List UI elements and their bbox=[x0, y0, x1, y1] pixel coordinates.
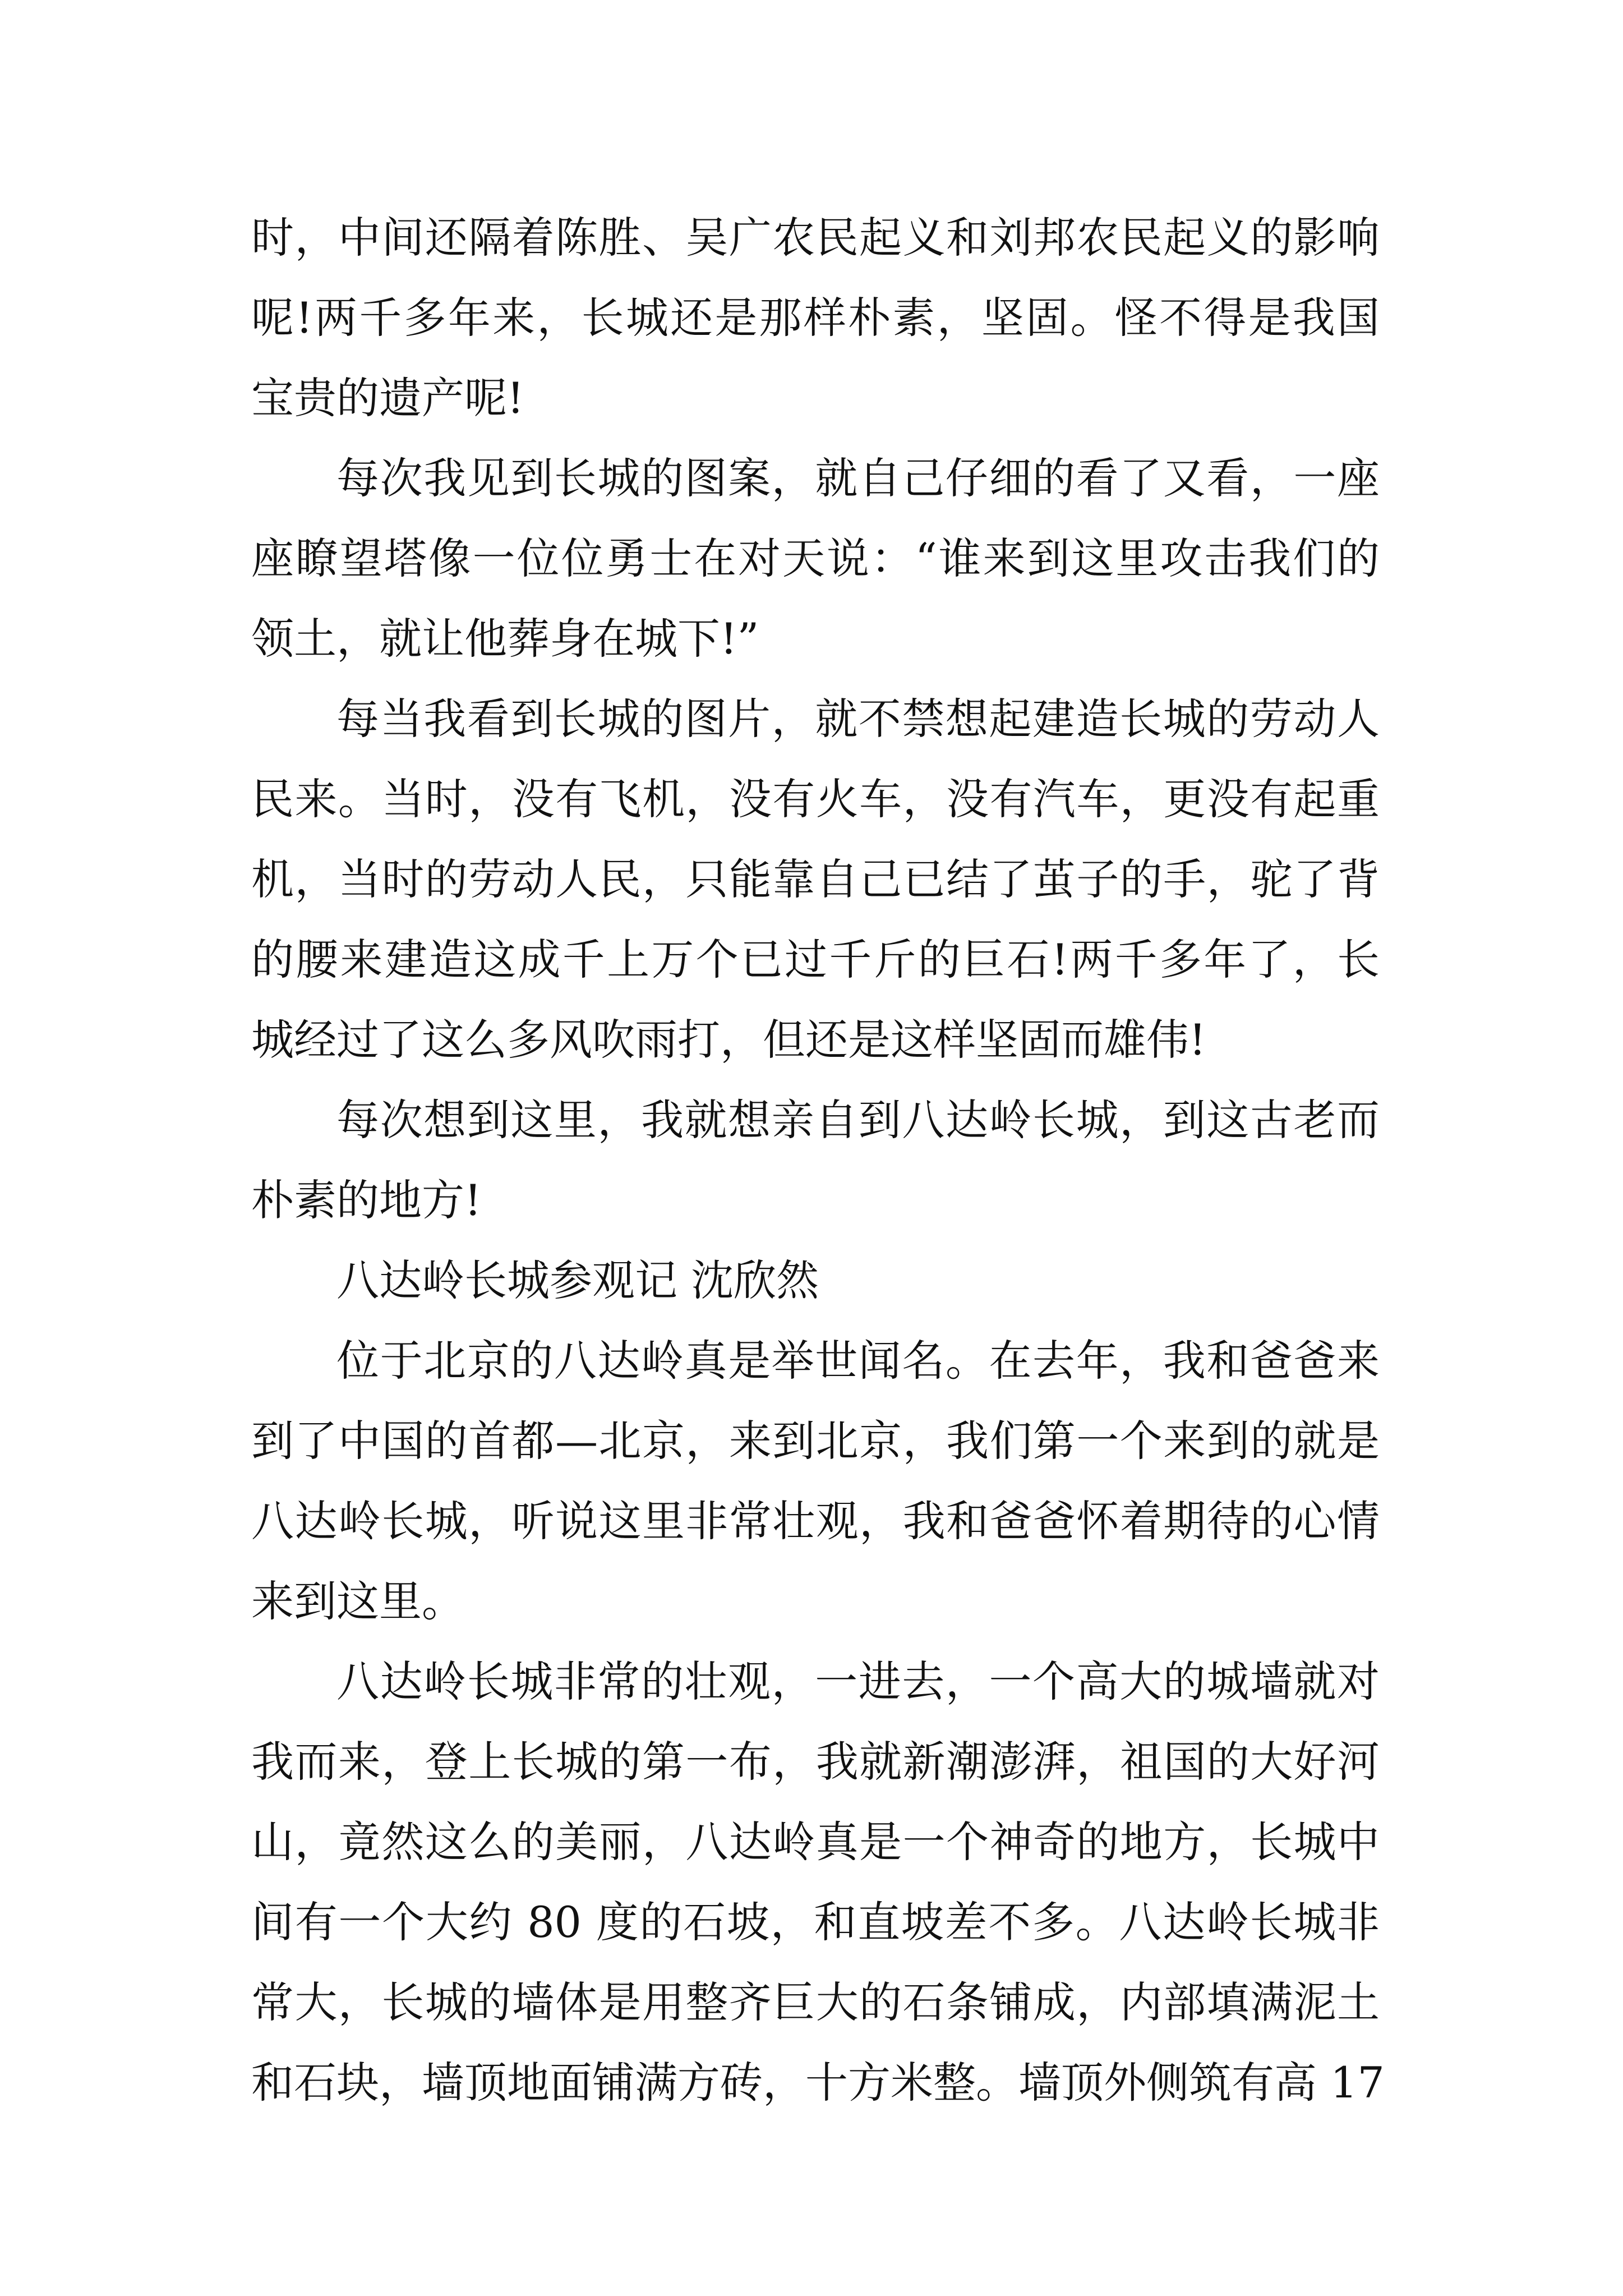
paragraph-5 bbox=[251, 1320, 1380, 1641]
paragraph-1 bbox=[251, 197, 1380, 438]
text-line: 间有一个大约 80 度的石坡，和直坡差不多。八达岭长城非 bbox=[251, 1897, 1380, 1947]
text-line: 民来。当时，没有飞机，没有火车，没有汽车，更没有起重 bbox=[251, 774, 1380, 824]
text-line: 我而来，登上长城的第一布，我就新潮澎湃，祖国的大好河 bbox=[251, 1737, 1380, 1787]
heading-line: 八达岭长城参观记 沈欣然 bbox=[336, 1255, 819, 1305]
paragraph-6 bbox=[251, 1641, 1385, 2123]
paragraph-4 bbox=[251, 1080, 1380, 1240]
text-line: 和石块，墙顶地面铺满方砖，十方米整。墙顶外侧筑有高 17 bbox=[251, 2058, 1385, 2108]
text-line: 时，中间还隔着陈胜、吴广农民起义和刘邦农民起义的影响 bbox=[251, 213, 1380, 263]
text-line: 每次我见到长城的图案，就自己仔细的看了又看，一座 bbox=[336, 453, 1380, 503]
text-line: 每当我看到长城的图片，就不禁想起建造长城的劳动人 bbox=[336, 694, 1380, 744]
text-line: 城经过了这么多风吹雨打，但还是这样坚固而雄伟! bbox=[251, 1015, 1206, 1065]
text-line: 八达岭长城，听说这里非常壮观，我和爸爸怀着期待的心情 bbox=[251, 1496, 1380, 1546]
document-body bbox=[251, 197, 1385, 2123]
paragraph-2 bbox=[251, 438, 1380, 679]
text-line: 八达岭长城非常的壮观，一进去，一个高大的城墙就对 bbox=[336, 1657, 1380, 1706]
text-line: 机，当时的劳动人民，只能靠自己已结了茧子的手，驼了背 bbox=[251, 854, 1380, 904]
text-line: 来到这里。 bbox=[251, 1576, 464, 1626]
text-line: 朴素的地方! bbox=[251, 1175, 482, 1225]
text-line: 宝贵的遗产呢! bbox=[251, 373, 524, 423]
text-line: 领土，就让他葬身在城下!” bbox=[251, 614, 759, 664]
paragraph-3 bbox=[251, 679, 1380, 1080]
section-heading bbox=[251, 1240, 1380, 1320]
text-line: 山，竟然这么的美丽，八达岭真是一个神奇的地方，长城中 bbox=[251, 1817, 1380, 1867]
text-line: 座瞭望塔像一位位勇士在对天说：“谁来到这里攻击我们的 bbox=[251, 533, 1380, 583]
text-line: 位于北京的八达岭真是举世闻名。在去年，我和爸爸来 bbox=[336, 1336, 1380, 1386]
text-line: 常大，长城的墙体是用整齐巨大的石条铺成，内部填满泥土 bbox=[251, 1977, 1380, 2027]
text-line: 每次想到这里，我就想亲自到八达岭长城，到这古老而 bbox=[336, 1095, 1380, 1145]
text-line: 呢!两千多年来，长城还是那样朴素，坚固。怪不得是我国 bbox=[251, 293, 1380, 343]
text-line: 的腰来建造这成千上万个已过千斤的巨石!两千多年了，长 bbox=[251, 935, 1380, 984]
text-line: 到了中国的首都—北京，来到北京，我们第一个来到的就是 bbox=[251, 1416, 1380, 1466]
